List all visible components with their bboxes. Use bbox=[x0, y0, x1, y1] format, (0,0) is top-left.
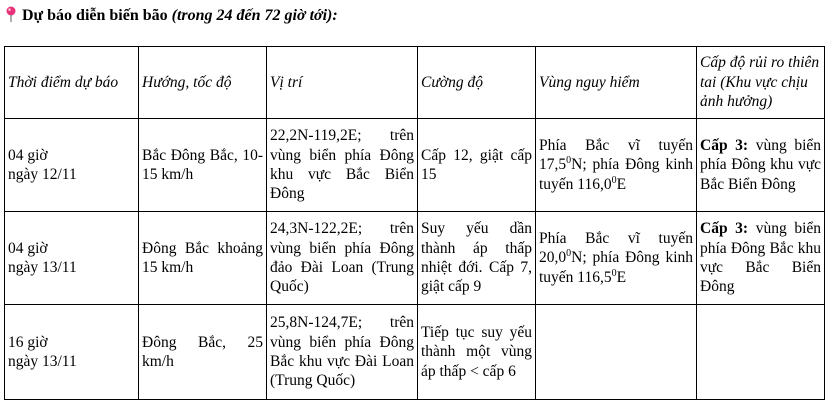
risk-level-label: Cấp 3: bbox=[700, 136, 749, 154]
time-hour: 04 giờ bbox=[8, 239, 48, 257]
time-date: ngày 13/11 bbox=[8, 353, 77, 370]
time-date: ngày 13/11 bbox=[8, 259, 77, 276]
risk-area: vùng biển phía Đông Bắc khu vực Bắc Biển Đông bbox=[700, 220, 821, 296]
table-row bbox=[5, 305, 825, 400]
header-risk-level: Cấp độ rủi ro thiên tai (Khu vực chịu ảnh hưởng) bbox=[697, 47, 825, 119]
risk-level-label: Cấp 3: bbox=[700, 220, 749, 238]
cell-time bbox=[5, 305, 139, 400]
cell-position: 22,2N-119,2E; trên vùng biển phía Đông khu vực Bắc Biển Đông bbox=[267, 119, 418, 212]
header-time: Thời điểm dự báo bbox=[5, 47, 139, 119]
cell-danger-zone: Phía Bắc vĩ tuyến 20,0$^0$N; phía Đông kinh tuyến 116,5$^0$E bbox=[536, 212, 697, 305]
time-hour: 16 giờ bbox=[8, 333, 48, 351]
table-row bbox=[5, 212, 825, 305]
cell-risk bbox=[697, 212, 825, 305]
cell-time bbox=[5, 119, 139, 212]
cell-danger-zone: Phía Bắc vĩ tuyến 17,5$^0$N; phía Đông kinh tuyến 116,0$^0$E bbox=[536, 119, 697, 212]
cell-intensity: Cấp 12, giật cấp 15 bbox=[418, 119, 536, 212]
cell-danger-zone bbox=[536, 305, 697, 400]
cell-direction: Bắc Đông Bắc, 10-15 km/h bbox=[139, 119, 267, 212]
cell-position: 24,3N-122,2E; trên vùng biển phía Đông đảo Đài Loan (Trung Quốc) bbox=[267, 212, 418, 305]
cell-position: 25,8N-124,7E; trên vùng biển phía Đông Bắc khu vực Đài Loan (Trung Quốc) bbox=[267, 305, 418, 400]
map-pin-icon bbox=[4, 6, 18, 22]
cell-time bbox=[5, 212, 139, 305]
cell-intensity: Tiếp tục suy yếu thành một vùng áp thấp < cấp 6 bbox=[418, 305, 536, 400]
time-date: ngày 12/11 bbox=[8, 166, 77, 183]
risk-area: vùng biển phía Đông khu vực Bắc Biển Đông bbox=[700, 136, 821, 193]
heading-text: Dự báo diễn biến bão bbox=[22, 7, 168, 24]
cell-direction: Đông Bắc khoảng 15 km/h bbox=[139, 212, 267, 305]
cell-direction: Đông Bắc, 25 km/h bbox=[139, 305, 267, 400]
header-intensity: Cường độ bbox=[418, 47, 536, 119]
section-heading bbox=[4, 6, 338, 26]
cell-risk bbox=[697, 305, 825, 400]
cell-intensity: Suy yếu dần thành áp thấp nhiệt đới. Cấp 7, giật cấp 9 bbox=[418, 212, 536, 305]
table-row bbox=[5, 119, 825, 212]
table-header-row bbox=[5, 47, 825, 119]
heading-subtext: (trong 24 đến 72 giờ tới): bbox=[171, 7, 338, 24]
header-danger-zone: Vùng nguy hiểm bbox=[536, 47, 697, 119]
cell-risk bbox=[697, 119, 825, 212]
header-position: Vị trí bbox=[267, 47, 418, 119]
forecast-table bbox=[4, 46, 825, 400]
header-direction: Hướng, tốc độ bbox=[139, 47, 267, 119]
time-hour: 04 giờ bbox=[8, 146, 48, 164]
